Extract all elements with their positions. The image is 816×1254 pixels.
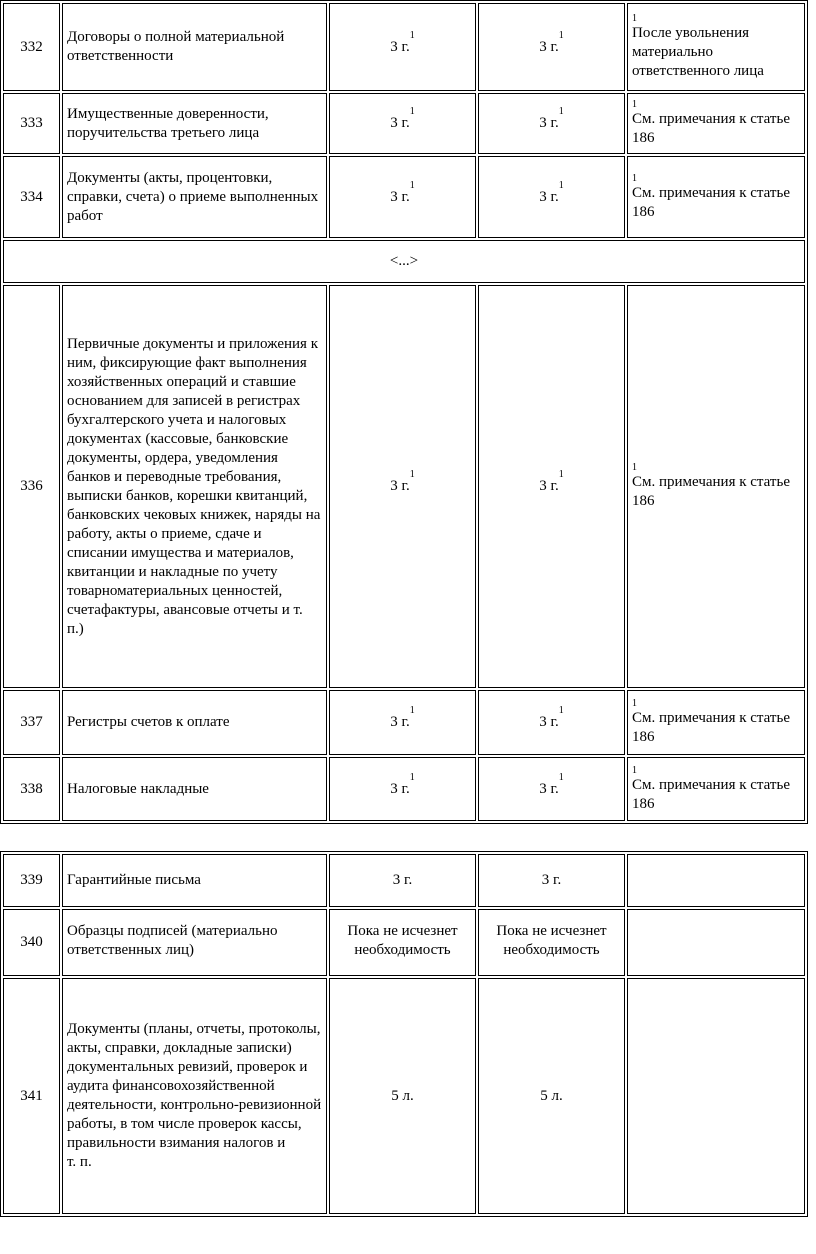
document-name: Регистры счетов к оплате [62,690,327,755]
table-row [3,690,805,755]
separator-row [3,240,805,283]
note-cell [627,757,805,821]
retention-term-2: Пока не исчезнет необходимость [478,909,625,976]
retention-term-1: 3 г.$^1$ [329,156,476,238]
retention-term-1: 3 г.$^1$ [329,285,476,688]
note-cell [627,3,805,91]
document-name: Гарантийные письма [62,854,327,907]
article-number: 341 [3,978,60,1214]
note-cell [627,690,805,755]
retention-term-1: 3 г.$^1$ [329,3,476,91]
note-cell [627,285,805,688]
table-row [3,93,805,154]
note-cell [627,854,805,907]
table-row [3,285,805,688]
table-row [3,909,805,976]
article-number: 339 [3,854,60,907]
footnote-mark: 1 [632,99,637,110]
article-number: 338 [3,757,60,821]
footnote-mark: 1 [632,764,637,776]
retention-term-1: 3 г.$^1$ [329,690,476,755]
retention-term-1: 3 г.$^1$ [329,93,476,154]
article-number: 336 [3,285,60,688]
retention-term-1: 3 г.$^1$ [329,757,476,821]
note-cell [627,93,805,154]
retention-term-2: 5 л. [478,978,625,1214]
note-cell [627,909,805,976]
footnote-mark: 1 [632,698,637,709]
article-number: 333 [3,93,60,154]
note-cell [627,156,805,238]
retention-term-2: 3 г.$^1$ [478,93,625,154]
retention-term-2: 3 г. [478,854,625,907]
omission-marker: <...> [3,240,805,283]
records-table-bottom [0,851,808,1217]
document-name: Образцы подписей (материально ответственных лиц) [62,909,327,976]
note-text: См. примечания к статье 186 [632,776,790,812]
table-row [3,757,805,821]
document-name: Документы (акты, процентовки, справки, счета) о приеме выполненных работ [62,156,327,238]
article-number: 334 [3,156,60,238]
document-name: Документы (планы, отчеты, протоколы, акты, справки, докладные записки) документальных ревизий, проверок и аудита финансовохозяйственной деятельности, контрольно-ревизионной работы, в том числе проверок кассы, правильности взимания налогов и т. п. [62,978,327,1214]
article-number: 340 [3,909,60,976]
note-text: См. примечания к статье 186 [632,474,790,509]
note-text: После увольнения материально ответственного лица [632,25,764,79]
document-name: Первичные документы и приложения к ним, фиксирующие факт выполнения хозяйственных операций и ставшие основанием для записей в регистрах бухгалтерского учета и налоговых документах (кассовые, банковские документы, ордера, уведомления банков и переводные требования, выписки банков, корешки квитанций, банковских чековых книжек, наряды на работу, акты о приеме, сдаче и списании имущества и материалов, квитанции и накладные по учету товарноматериальных ценностей, счетафактуры, авансовые отчеты и т. п.) [62,285,327,688]
table-row [3,978,805,1214]
table-row [3,156,805,238]
retention-term-2: 3 г.$^1$ [478,3,625,91]
retention-term-1: Пока не исчезнет необходимость [329,909,476,976]
retention-term-1: 3 г. [329,854,476,907]
note-text: См. примечания к статье 186 [632,184,790,220]
retention-term-2: 3 г.$^1$ [478,690,625,755]
document-name: Налоговые накладные [62,757,327,821]
article-number: 332 [3,3,60,91]
note-text: См. примечания к статье 186 [632,111,790,146]
footnote-mark: 1 [632,172,637,184]
footnote-mark: 1 [632,462,637,473]
footnote-mark: 1 [632,13,637,24]
document-name: Договоры о полной материальной ответственности [62,3,327,91]
retention-term-2: 3 г.$^1$ [478,757,625,821]
table-row [3,3,805,91]
document-name: Имущественные доверенности, поручительства третьего лица [62,93,327,154]
article-number: 337 [3,690,60,755]
retention-term-2: 3 г.$^1$ [478,156,625,238]
retention-term-1: 5 л. [329,978,476,1214]
note-text: См. примечания к статье 186 [632,710,790,745]
note-cell [627,978,805,1214]
retention-term-2: 3 г.$^1$ [478,285,625,688]
table-row [3,854,805,907]
